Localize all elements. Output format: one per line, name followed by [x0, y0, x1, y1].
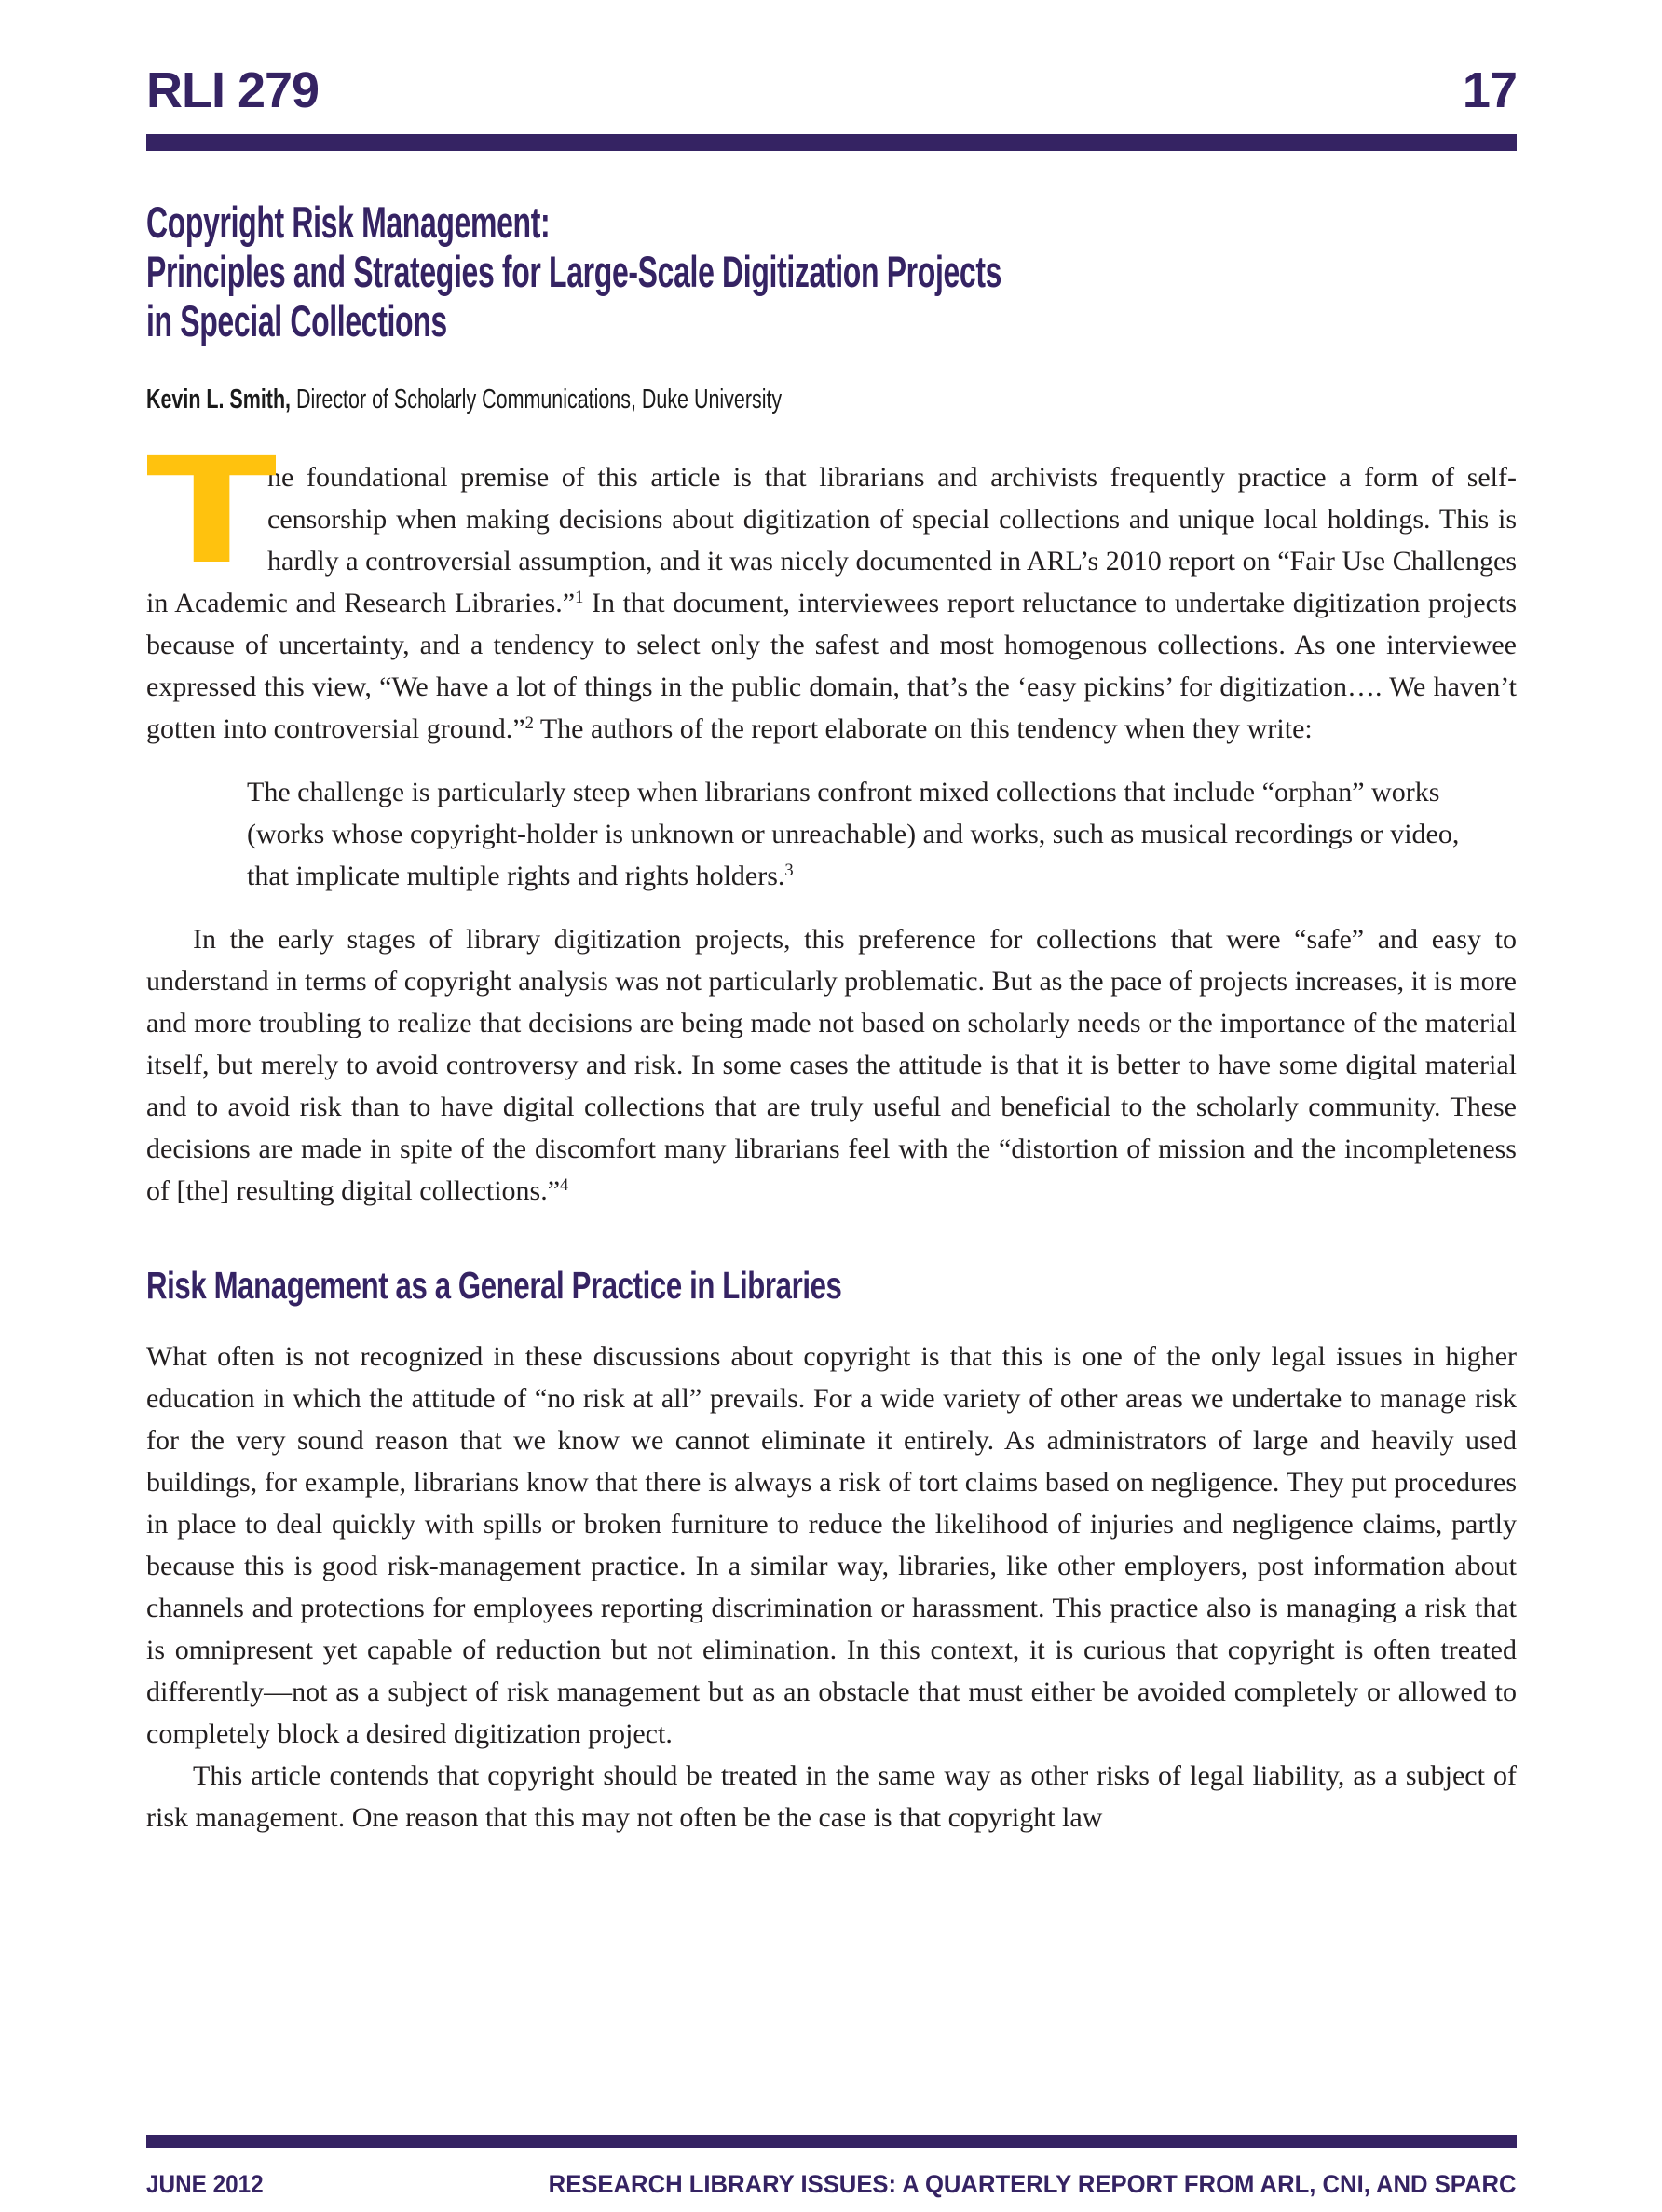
paragraph-1-text-c: The authors of the report elaborate on this tendency when they write:: [533, 713, 1313, 744]
author-name: Kevin L. Smith,: [146, 385, 292, 414]
footer-publication: RESEARCH LIBRARY ISSUES: A QUARTERLY REPORT FROM ARL, CNI, AND SPARC: [549, 2170, 1517, 2198]
footnote-marker-1: 1: [575, 587, 584, 607]
paragraph-3: What often is not recognized in these discussions about copyright is that this is one of the only legal issues in higher education in which the attitude of “no risk at all” prevails. For a wide variety of other areas we undertake to manage risk for the very sound reason that we know we cannot eliminate it entirely. As administrators of large and heavily used buildings, for example, librarians know that there is always a risk of tort claims based on negligence. They put procedures in place to deal quickly with spills or broken furniture to reduce the likelihood of injuries and negligence claims, partly because this is good risk-management practice. In a similar way, libraries, like other employers, post information about channels and protections for employees reporting discrimination or harassment. This practice also is managing a risk that is omnipresent yet capable of reduction but not elimination. In this context, it is curious that copyright is often treated differently—not as a subject of risk management but as an obstacle that must either be avoided completely or allowed to completely block a desired digitization project.: [146, 1341, 1517, 1749]
footnote-marker-2: 2: [524, 712, 534, 733]
paragraph-1: [146, 426, 1517, 750]
author-affiliation: Director of Scholarly Communications, Duke University: [291, 385, 783, 414]
journal-page: [0, 61, 1662, 2212]
header-rule: [146, 134, 1517, 151]
article-title-line-3: in Special Collections: [146, 296, 447, 346]
paragraph-2: [146, 918, 1517, 1212]
footnote-marker-4: 4: [560, 1174, 569, 1195]
byline: [146, 385, 1161, 415]
paragraph-2-text: In the early stages of library digitization projects, this preference for collections that were “safe” and easy to understand in terms of copyright analysis was not particularly problematic. But as the pace of projects increases, it is more and more troubling to realize that decisions are being made not based on scholarly needs or the importance of the material itself, but merely to avoid controversy and risk. In some cases the attitude is that it is better to have some digital material and to avoid risk than to have digital collections that are truly useful and beneficial to the scholarly community. These decisions are made in spite of the discomfort many librarians feel with the “distortion of mission and the incompleteness of [the] resulting digital collections.”: [146, 924, 1517, 1206]
masthead: [146, 61, 1517, 119]
article-title-line-1: Copyright Risk Management:: [146, 197, 551, 247]
footer-date: JUNE 2012: [146, 2170, 264, 2198]
page-footer: [146, 2135, 1517, 2199]
footer-row: [146, 2170, 1517, 2199]
paragraph-4: This article contends that copyright should be treated in the same way as other risks of legal liability, as a subject of risk management. One reason that this may not often be the case is that copyright law: [146, 1760, 1517, 1833]
page-content: [0, 61, 1662, 1839]
footnote-marker-3: 3: [784, 860, 794, 880]
paragraph-1-text-a: he foundational premise of this article is that librarians and archivists frequently practice a form of self-censorship when making decisions about digitization of special collections and unique local holdings. This is hardly a controversial assumption, and it was nicely documented in ARL’s 2010 report on “Fair Use Challenges in Academic and Research Libraries.”: [146, 462, 1517, 618]
page-number: 17: [1462, 62, 1517, 118]
section-heading: Risk Management as a General Practice in Libraries: [146, 1264, 842, 1307]
issue-label: RLI 279: [146, 62, 320, 118]
paragraph-1-text-b: In that document, interviewees report reluctance to undertake digitization projects because of uncertainty, and a tendency to select only the safest and most homogenous collections. As one interviewee expressed this view, “We have a lot of things in the public domain, that’s the ‘easy pickins’ for digitization…. We haven’t gotten into controversial ground.”: [146, 588, 1517, 744]
blockquote: [247, 771, 1461, 897]
article-title: [146, 197, 1517, 346]
dropcap-t: T: [146, 426, 278, 597]
footer-rule: [146, 2135, 1517, 2148]
blockquote-text: The challenge is particularly steep when librarians confront mixed collections that include “orphan” works (works whose copyright-holder is unknown or unreachable) and works, such as musical recordings or video, that implicate multiple rights and rights holders.: [247, 777, 1460, 891]
article-title-line-2: Principles and Strategies for Large-Scale Digitization Projects: [146, 247, 1002, 296]
